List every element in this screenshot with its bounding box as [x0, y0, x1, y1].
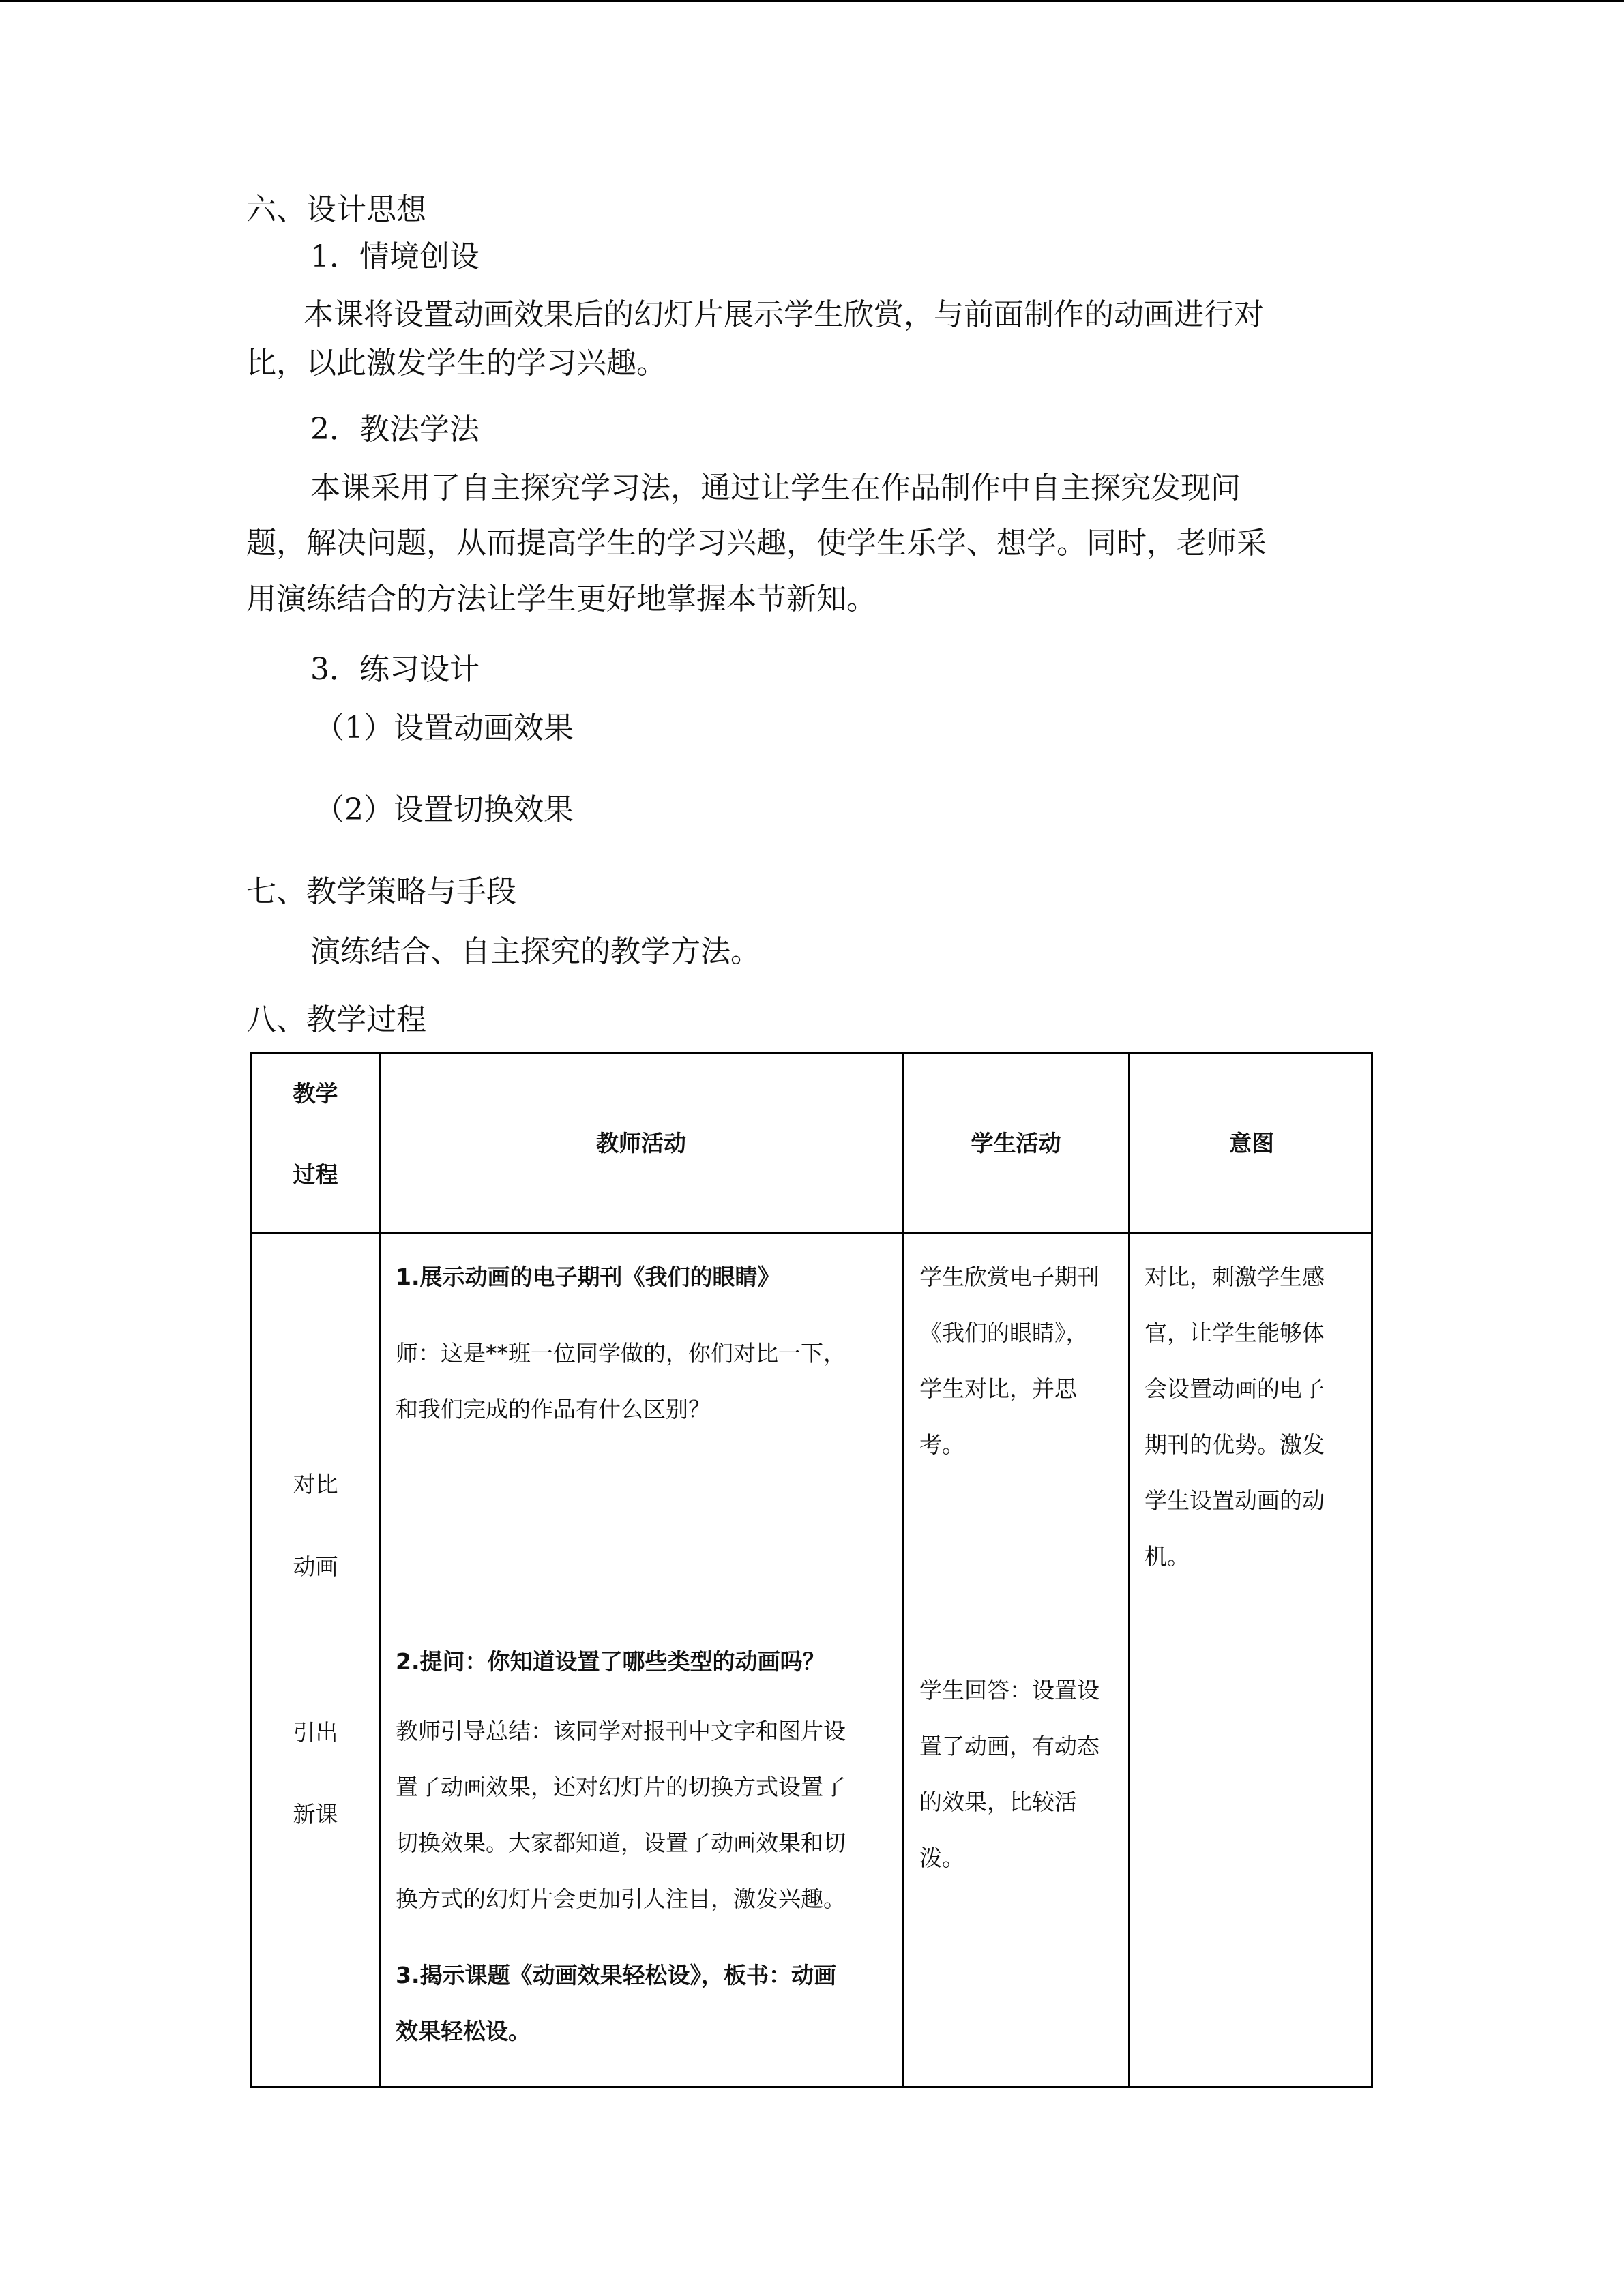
teacher-item3-line2: 效果轻松设。	[396, 2018, 531, 2044]
student-b-line4: 泼。	[919, 1845, 964, 1871]
student-b-line1: 学生回答：设置设	[919, 1677, 1099, 1703]
student-b-line3: 的效果，比较活	[919, 1789, 1077, 1815]
section-7-text: 演练结合、自主探究的教学方法。	[310, 934, 761, 969]
intent-line4: 期刊的优势。激发	[1145, 1431, 1325, 1458]
student-a-line1: 学生欣赏电子期刊	[919, 1264, 1099, 1290]
section-7-title: 七、教学策略与手段	[246, 874, 516, 909]
process-cell-2: 动画	[293, 1553, 338, 1580]
section-6-title: 六、设计思想	[246, 192, 426, 227]
process-cell-3: 引出	[293, 1719, 338, 1746]
teacher-item2-line2: 置了动画效果，还对幻灯片的切换方式设置了	[396, 1774, 846, 1800]
student-a-line3: 学生对比，并思	[919, 1375, 1077, 1402]
page-top-border	[0, 0, 1624, 2]
process-cell-1: 对比	[293, 1471, 338, 1497]
intent-line1: 对比，刺激学生感	[1145, 1264, 1325, 1290]
table-header-divider	[252, 1232, 1371, 1234]
section-6-2-line3: 用演练结合的方法让学生更好地掌握本节新知。	[246, 582, 876, 616]
intent-line5: 学生设置动画的动	[1145, 1487, 1325, 1514]
section-6-1-title: 1．情境创设	[310, 239, 479, 274]
teacher-item2-line4: 换方式的幻灯片会更加引人注目，激发兴趣。	[396, 1885, 846, 1912]
teacher-item2-title: 2.提问：你知道设置了哪些类型的动画吗？	[396, 1648, 825, 1675]
student-b-line2: 置了动画，有动态	[919, 1733, 1099, 1759]
student-a-line2: 《我们的眼睛》，	[919, 1320, 1089, 1346]
teacher-item3-line1: 3.揭示课题《动画效果轻松设》，板书：动画	[396, 1962, 836, 1988]
table-column-divider	[1128, 1054, 1130, 2086]
header-process	[252, 1066, 379, 1203]
teacher-item1-title: 1.展示动画的电子期刊《我们的眼睛》	[396, 1264, 780, 1290]
teacher-item1-line1: 师：这是**班一位同学做的，你们对比一下，	[396, 1340, 846, 1367]
section-8-title: 八、教学过程	[246, 1002, 426, 1037]
header-process-line1: 教学	[293, 1080, 338, 1107]
section-6-2-title: 2．教法学法	[310, 412, 479, 447]
section-6-1-line1: 本课将设置动画效果后的幻灯片展示学生欣赏，与前面制作的动画进行对	[304, 297, 1264, 332]
intent-line6: 机。	[1145, 1543, 1190, 1570]
teaching-process-table	[250, 1052, 1373, 2088]
teacher-item2-line1: 教师引导总结：该同学对报刊中文字和图片设	[396, 1718, 846, 1744]
section-6-3-item1: （1）设置动画效果	[314, 711, 574, 745]
section-6-2-line1: 本课采用了自主探究学习法，通过让学生在作品制作中自主探究发现问	[310, 471, 1241, 505]
header-intent: 意图	[1229, 1130, 1274, 1157]
section-6-3-item2: （2）设置切换效果	[314, 792, 574, 827]
intent-line2: 官，让学生能够体	[1145, 1320, 1325, 1346]
process-cell-4: 新课	[293, 1801, 338, 1828]
header-student-activity: 学生活动	[971, 1130, 1061, 1157]
table-column-divider	[379, 1054, 381, 2086]
section-6-3-title: 3．练习设计	[310, 652, 479, 687]
student-a-line4: 考。	[919, 1431, 964, 1458]
table-column-divider	[902, 1054, 904, 2086]
header-teacher-activity: 教师活动	[596, 1130, 686, 1157]
intent-line3: 会设置动画的电子	[1145, 1375, 1325, 1402]
section-6-2-line2: 题，解决问题，从而提高学生的学习兴趣，使学生乐学、想学。同时，老师采	[246, 526, 1267, 561]
section-6-1-line2: 比，以此激发学生的学习兴趣。	[246, 346, 666, 381]
header-process-line2: 过程	[293, 1161, 338, 1188]
teacher-item1-line2: 和我们完成的作品有什么区别？	[396, 1396, 711, 1422]
teacher-item2-line3: 切换效果。大家都知道，设置了动画效果和切	[396, 1830, 846, 1856]
